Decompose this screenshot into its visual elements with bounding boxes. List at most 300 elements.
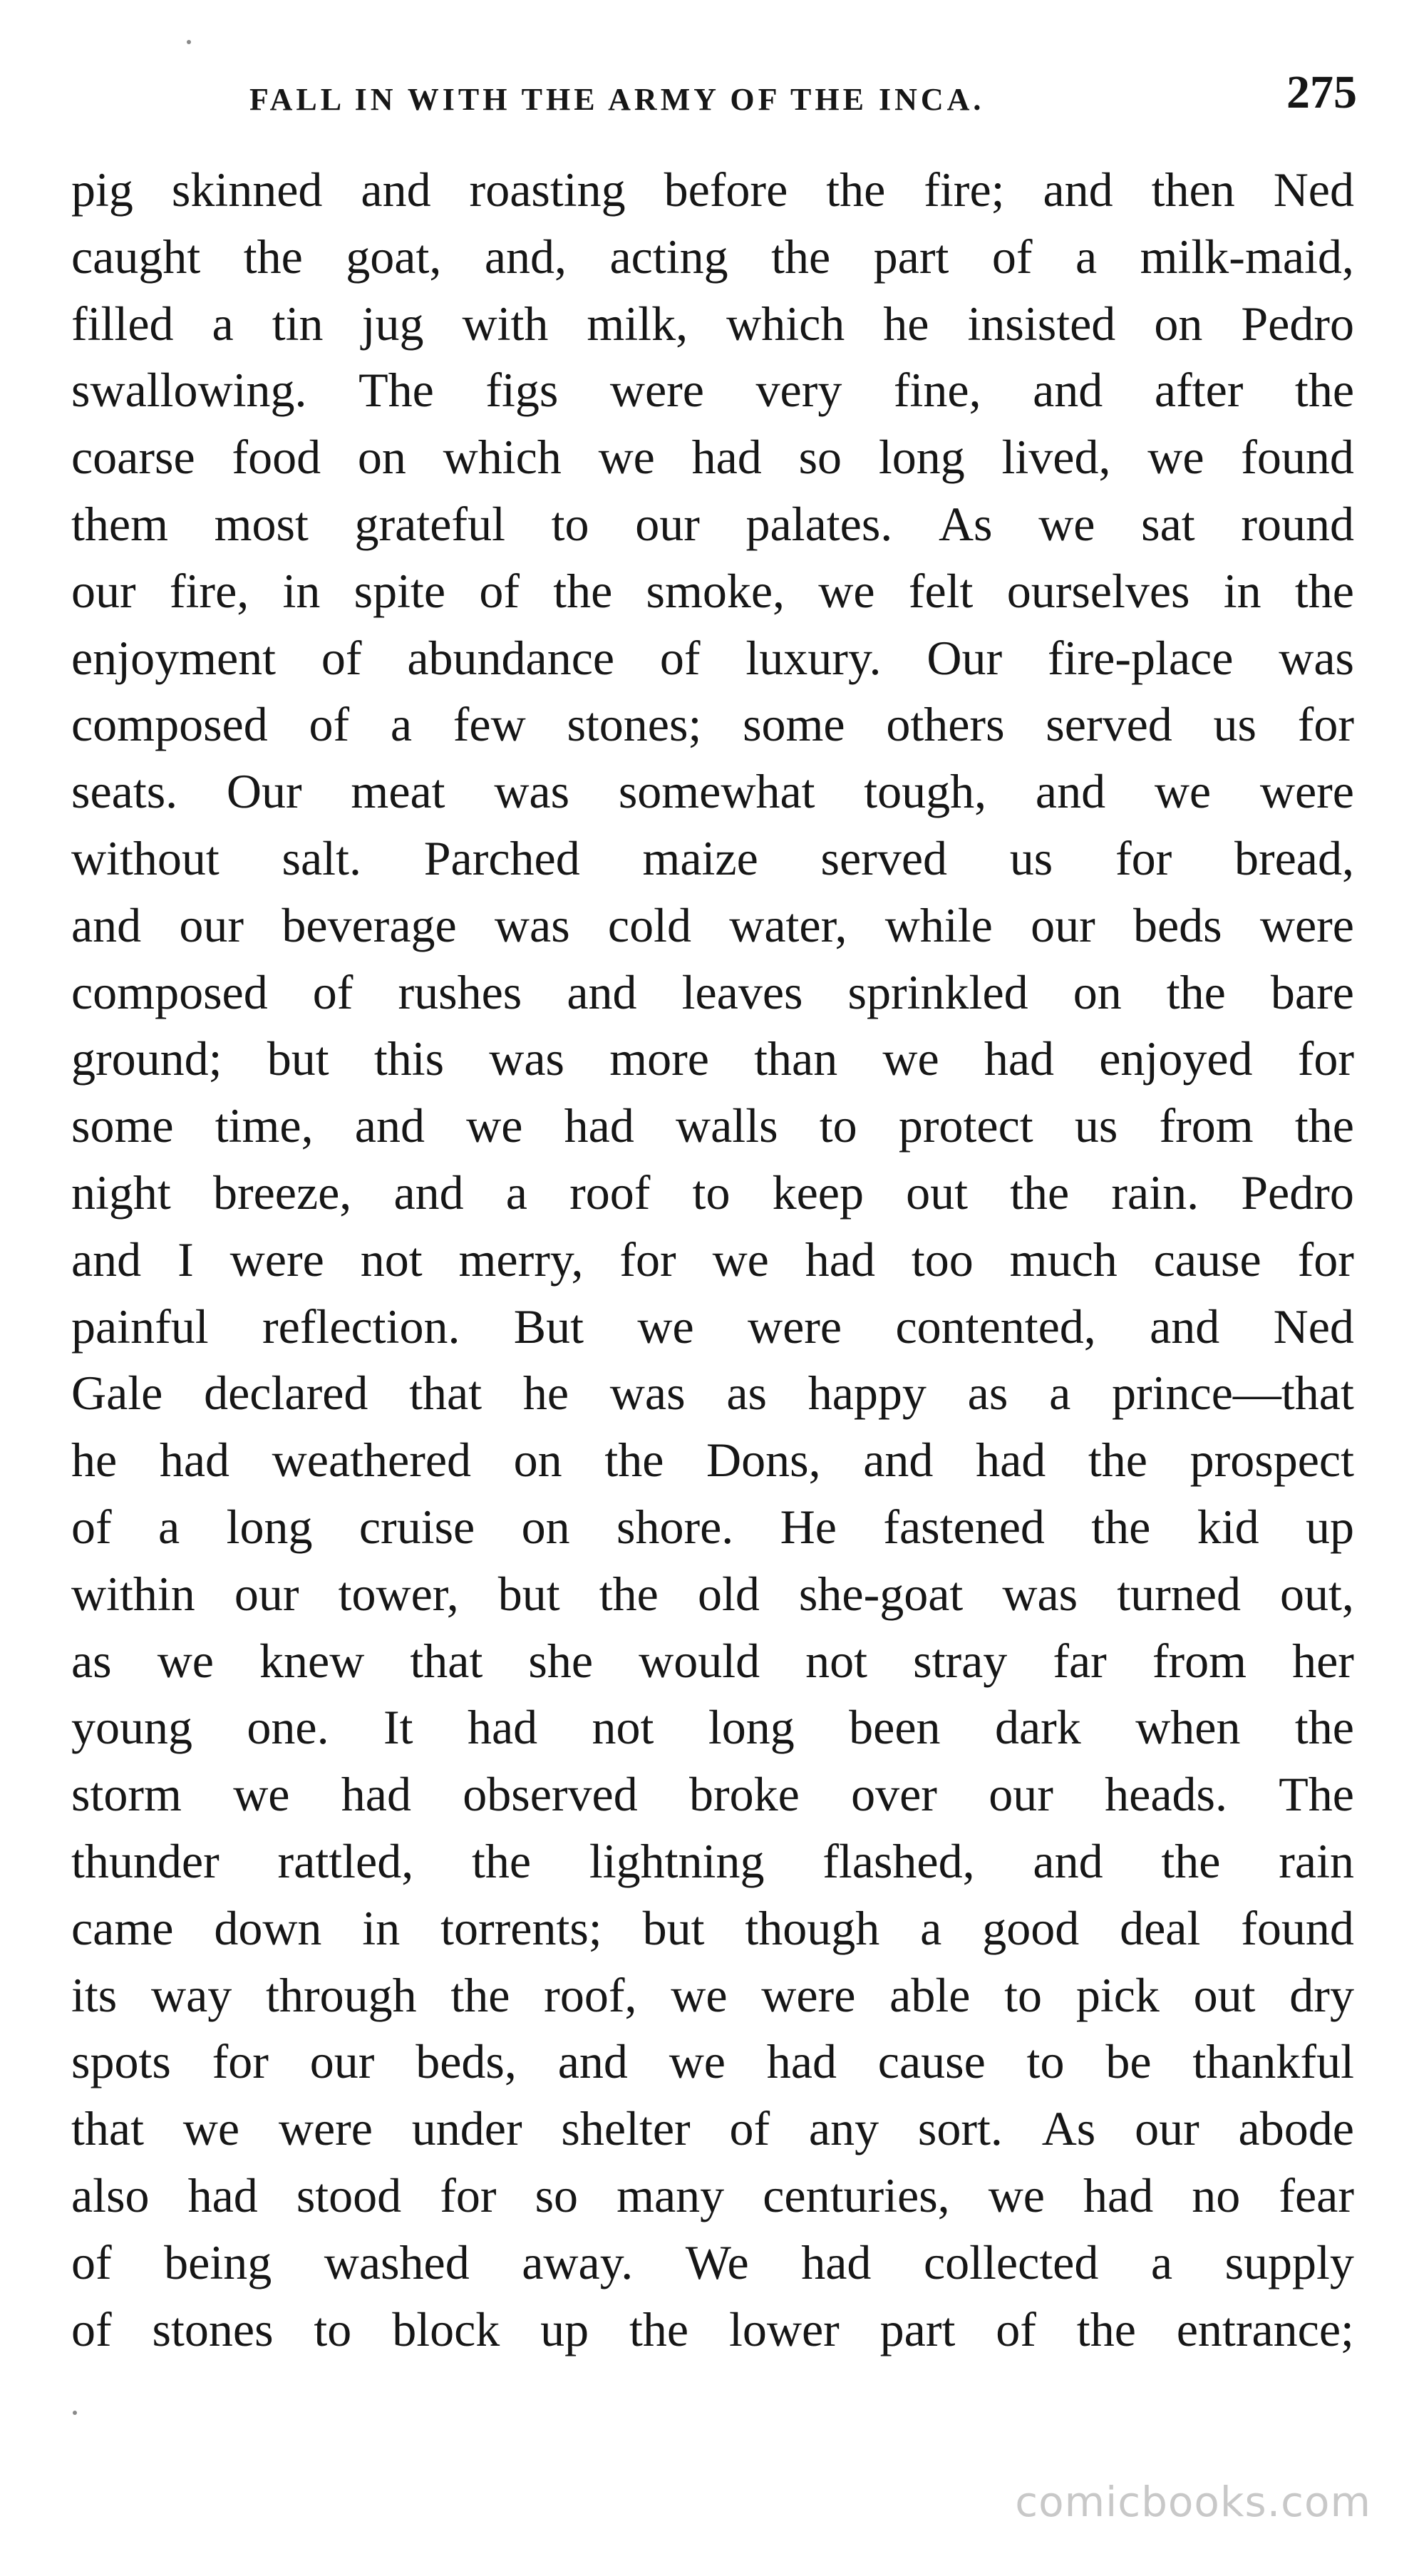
word: had — [159, 1433, 230, 1488]
text-line — [71, 357, 1354, 424]
word: served — [820, 830, 948, 885]
word: observed — [463, 1767, 638, 1822]
word: meat — [351, 764, 445, 819]
word: for — [1297, 1031, 1354, 1086]
word: were — [1259, 897, 1354, 952]
word: away. — [522, 2235, 634, 2289]
word: and — [863, 1433, 934, 1488]
word: sprinkled — [847, 964, 1028, 1019]
word: walls — [676, 1098, 778, 1153]
word: was — [1279, 630, 1354, 685]
word: supply — [1224, 2235, 1354, 2289]
word: fire; — [924, 163, 1005, 217]
word: not — [360, 1232, 423, 1287]
word: kid — [1197, 1499, 1259, 1554]
word: dark — [994, 1700, 1081, 1755]
word: long — [226, 1499, 313, 1554]
word: of — [996, 2302, 1036, 2356]
word: we — [598, 430, 655, 485]
word: after — [1154, 363, 1244, 418]
word: under — [411, 2101, 522, 2156]
word: The — [1279, 1767, 1354, 1822]
text-line — [71, 1628, 1354, 1695]
word: filled — [71, 296, 174, 351]
word: being — [164, 2235, 272, 2289]
word: old — [697, 1566, 760, 1621]
text-line — [71, 1093, 1354, 1160]
word: pick — [1075, 1967, 1160, 2022]
word: more — [609, 1031, 709, 1086]
word: Ned — [1273, 163, 1354, 217]
word: Pedro — [1241, 296, 1354, 351]
word: prince—that — [1112, 1366, 1354, 1421]
word: the — [599, 1566, 659, 1621]
word: lightning — [589, 1833, 765, 1888]
word: cause — [1153, 1232, 1261, 1287]
word: our — [1031, 897, 1095, 952]
word: our — [179, 897, 244, 952]
word: very — [755, 363, 842, 418]
word: fire-place — [1047, 630, 1234, 685]
word: keep — [772, 1165, 864, 1220]
word: and — [1035, 764, 1106, 819]
word: than — [754, 1031, 838, 1086]
word: a — [212, 296, 234, 351]
word: grateful — [354, 496, 505, 551]
word: to — [819, 1098, 857, 1153]
word: stood — [296, 2168, 402, 2222]
word: the — [1161, 1833, 1221, 1888]
word: this — [373, 1031, 445, 1086]
word: so — [535, 2168, 579, 2222]
word: turned — [1117, 1566, 1241, 1621]
word: knew — [259, 1633, 365, 1688]
word: also — [71, 2168, 150, 2222]
text-line — [71, 1494, 1354, 1561]
word: caught — [71, 229, 201, 284]
word: too — [911, 1232, 974, 1287]
word: few — [453, 697, 526, 752]
word: rushes — [398, 964, 522, 1019]
word: over — [851, 1767, 937, 1822]
word: coarse — [71, 430, 195, 485]
word: to — [692, 1165, 731, 1220]
word: were — [278, 2101, 373, 2156]
word: had — [976, 1433, 1046, 1488]
word: down — [214, 1900, 322, 1955]
word: of — [479, 563, 520, 618]
word: food — [232, 430, 321, 485]
word: the — [1294, 563, 1354, 618]
word: had — [564, 1098, 634, 1153]
ink-speck — [187, 40, 191, 44]
word: that — [410, 1633, 483, 1688]
word: for — [1115, 830, 1172, 885]
word: luxury. — [745, 630, 882, 685]
word: the — [1076, 2302, 1136, 2356]
word: abundance — [407, 630, 615, 685]
text-line — [71, 892, 1354, 959]
word: had — [467, 1700, 538, 1755]
word: found — [1241, 430, 1354, 485]
word: her — [1292, 1633, 1354, 1688]
word: way — [151, 1967, 232, 2022]
word: then — [1151, 163, 1235, 217]
word: and — [557, 2034, 628, 2089]
word: good — [982, 1900, 1080, 1955]
text-line — [71, 1828, 1354, 1895]
text-line — [71, 959, 1354, 1026]
word: through — [266, 1967, 417, 2022]
word: most — [214, 496, 309, 551]
word: for — [1297, 697, 1354, 752]
page-number: 275 — [1286, 66, 1357, 118]
text-line — [71, 424, 1354, 491]
word: was — [494, 764, 570, 819]
word: Gale — [71, 1366, 163, 1421]
word: But — [513, 1299, 584, 1354]
text-line — [71, 291, 1354, 358]
text-line — [71, 1561, 1354, 1628]
word: of — [312, 964, 354, 1019]
word: which — [443, 430, 562, 485]
word: we — [882, 1031, 939, 1086]
word: fear — [1279, 2168, 1354, 2222]
word: on — [1154, 296, 1203, 351]
word: were — [609, 363, 704, 418]
text-line — [71, 491, 1354, 558]
word: and — [567, 964, 637, 1019]
word: It — [383, 1700, 413, 1755]
word: bread, — [1234, 830, 1354, 885]
text-line — [71, 2029, 1354, 2096]
word: was — [494, 897, 570, 952]
word: of — [309, 697, 350, 752]
word: been — [849, 1700, 941, 1755]
word: protect — [898, 1098, 1033, 1153]
word: not — [805, 1633, 868, 1688]
word: time, — [215, 1098, 314, 1153]
word: much — [1009, 1232, 1118, 1287]
word: stones — [152, 2302, 274, 2356]
word: our — [1135, 2101, 1199, 2156]
word: of — [71, 2302, 112, 2356]
word: the — [1294, 363, 1354, 418]
word: of — [729, 2101, 770, 2156]
word: insisted — [967, 296, 1116, 351]
word: night — [71, 1165, 171, 1220]
word: part — [879, 2302, 956, 2356]
word: we — [233, 1767, 290, 1822]
word: would — [639, 1633, 760, 1688]
word: found — [1241, 1900, 1354, 1955]
word: I — [177, 1232, 194, 1287]
word: entrance; — [1176, 2302, 1354, 2356]
word: of — [991, 229, 1033, 284]
word: before — [664, 163, 788, 217]
word: had — [805, 1232, 875, 1287]
word: He — [780, 1499, 837, 1554]
word: on — [513, 1433, 562, 1488]
word: was — [609, 1366, 686, 1421]
word: composed — [71, 964, 268, 1019]
running-head: FALL IN WITH THE ARMY OF THE INCA. — [249, 82, 985, 117]
text-line — [71, 1962, 1354, 2029]
word: had — [341, 1767, 411, 1822]
word: fire, — [169, 563, 249, 618]
word: block — [392, 2302, 500, 2356]
word: swallowing. — [71, 363, 307, 418]
word: maize — [642, 830, 758, 885]
word: thankful — [1192, 2034, 1354, 2089]
word: lived, — [1001, 430, 1111, 485]
word: without — [71, 830, 220, 885]
word: rattled, — [277, 1833, 414, 1888]
word: stray — [913, 1633, 1008, 1688]
word: declared — [204, 1366, 368, 1421]
word: prospect — [1189, 1433, 1354, 1488]
word: had — [691, 430, 762, 485]
text-line — [71, 691, 1354, 758]
word: part — [873, 229, 949, 284]
word: Pedro — [1241, 1165, 1354, 1220]
word: tin — [272, 296, 324, 351]
word: As — [938, 496, 993, 551]
word: us — [1074, 1098, 1118, 1153]
word: many — [616, 2168, 725, 2222]
word: reflection. — [262, 1299, 460, 1354]
word: up — [540, 2302, 589, 2356]
word: for — [619, 1232, 676, 1287]
word: as — [71, 1633, 112, 1688]
word: we — [1154, 764, 1212, 819]
word: the — [1294, 1700, 1354, 1755]
text-line — [71, 2163, 1354, 2230]
word: the — [450, 1967, 510, 2022]
text-line — [71, 1360, 1354, 1427]
word: Our — [226, 764, 302, 819]
word: Dons, — [706, 1433, 821, 1488]
word: on — [357, 430, 406, 485]
word: bare — [1270, 964, 1354, 1019]
word: us — [1009, 830, 1053, 885]
word: which — [726, 296, 845, 351]
word: contented, — [895, 1299, 1096, 1354]
word: our — [309, 2034, 375, 2089]
word: fine, — [893, 363, 981, 418]
word: figs — [485, 363, 559, 418]
word: roasting — [469, 163, 626, 217]
word: within — [71, 1566, 195, 1621]
word: we — [466, 1098, 523, 1153]
word: came — [71, 1900, 174, 1955]
word: had — [1083, 2168, 1154, 2222]
word: were — [1259, 764, 1354, 819]
word: a — [390, 697, 413, 752]
word: breeze, — [212, 1165, 352, 1220]
word: weathered — [272, 1433, 472, 1488]
text-line — [71, 825, 1354, 892]
word: from — [1152, 1633, 1247, 1688]
word: We — [685, 2235, 749, 2289]
word: and — [354, 1098, 425, 1153]
page-header — [71, 66, 1357, 130]
text-line — [71, 1026, 1354, 1093]
word: our — [71, 563, 136, 618]
word: out, — [1280, 1566, 1354, 1621]
word: As — [1041, 2101, 1096, 2156]
word: for — [212, 2034, 269, 2089]
word: shelter — [561, 2101, 691, 2156]
word: the — [1294, 1098, 1354, 1153]
word: enjoyment — [71, 630, 277, 685]
word: leaves — [681, 964, 803, 1019]
word: merry, — [458, 1232, 584, 1287]
word: smoke, — [646, 563, 785, 618]
word: we — [182, 2101, 240, 2156]
word: seats. — [71, 764, 178, 819]
word: far — [1053, 1633, 1107, 1688]
word: a — [1049, 1366, 1071, 1421]
word: round — [1241, 496, 1354, 551]
word: but — [497, 1566, 560, 1621]
word: we — [157, 1633, 214, 1688]
word: he — [883, 296, 929, 351]
word: to — [1004, 1967, 1043, 2022]
word: the — [771, 229, 831, 284]
word: of — [659, 630, 701, 685]
word: the — [1010, 1165, 1070, 1220]
word: palates. — [745, 496, 893, 551]
word: able — [889, 1967, 971, 2022]
word: skinned — [171, 163, 323, 217]
word: beds — [1132, 897, 1222, 952]
word: abode — [1238, 2101, 1354, 2156]
word: we — [818, 563, 875, 618]
word: our — [989, 1767, 1053, 1822]
word: had — [801, 2235, 872, 2289]
text-line — [71, 2297, 1354, 2364]
word: Parched — [423, 830, 580, 885]
word: had — [766, 2034, 837, 2089]
word: was — [1002, 1566, 1078, 1621]
word: we — [988, 2168, 1045, 2222]
word: had — [984, 1031, 1055, 1086]
word: we — [1038, 496, 1095, 551]
word: torrents; — [440, 1900, 602, 1955]
word: and — [71, 1232, 142, 1287]
word: Ned — [1273, 1299, 1354, 1354]
body-text — [71, 157, 1354, 2363]
word: washed — [324, 2235, 470, 2289]
text-line — [71, 1227, 1354, 1294]
word: not — [592, 1700, 654, 1755]
word: the — [472, 1833, 532, 1888]
text-line — [71, 558, 1354, 625]
word: ground; — [71, 1031, 222, 1086]
word: centuries, — [763, 2168, 950, 2222]
word: roof, — [544, 1967, 637, 2022]
word: sort. — [917, 2101, 1003, 2156]
word: The — [358, 363, 434, 418]
word: rain — [1279, 1833, 1354, 1888]
word: any — [808, 2101, 879, 2156]
word: fastened — [883, 1499, 1045, 1554]
word: some — [743, 697, 845, 752]
text-line — [71, 1160, 1354, 1227]
word: the — [629, 2302, 689, 2356]
word: goat, — [346, 229, 442, 284]
word: a — [158, 1499, 180, 1554]
word: jug — [361, 296, 424, 351]
ink-speck — [73, 2411, 77, 2415]
word: our — [234, 1566, 299, 1621]
word: the — [604, 1433, 664, 1488]
word: but — [642, 1900, 705, 1955]
word: out — [1193, 1967, 1256, 2022]
word: was — [489, 1031, 565, 1086]
word: milk-maid, — [1140, 229, 1354, 284]
word: young — [71, 1700, 192, 1755]
word: happy — [807, 1366, 927, 1421]
word: as — [967, 1366, 1008, 1421]
word: storm — [71, 1767, 182, 1822]
word: the — [553, 563, 613, 618]
word: no — [1192, 2168, 1241, 2222]
word: them — [71, 496, 168, 551]
word: the — [1091, 1499, 1151, 1554]
word: he — [71, 1433, 118, 1488]
word: and — [1043, 163, 1113, 217]
text-line — [71, 1427, 1354, 1494]
watermark: comicbooks.com — [1015, 2478, 1371, 2526]
word: composed — [71, 697, 268, 752]
word: we — [712, 1232, 769, 1287]
word: in — [1223, 563, 1261, 618]
word: on — [521, 1499, 570, 1554]
word: in — [362, 1900, 401, 1955]
word: a — [505, 1165, 527, 1220]
word: the — [243, 229, 303, 284]
word: pig — [71, 163, 133, 217]
text-line — [71, 2230, 1354, 2297]
word: he — [522, 1366, 569, 1421]
text-line — [71, 224, 1354, 291]
word: beverage — [282, 897, 457, 952]
word: heads. — [1105, 1767, 1227, 1822]
word: cruise — [358, 1499, 475, 1554]
text-line — [71, 1294, 1354, 1361]
word: to — [1026, 2034, 1065, 2089]
word: painful — [71, 1299, 209, 1354]
word: were — [761, 1967, 856, 2022]
word: that — [409, 1366, 482, 1421]
word: to — [551, 496, 589, 551]
word: flashed, — [822, 1833, 975, 1888]
text-line — [71, 2096, 1354, 2163]
text-line — [71, 1761, 1354, 1828]
word: be — [1105, 2034, 1152, 2089]
word: our — [635, 496, 700, 551]
word: ourselves — [1006, 563, 1190, 618]
word: broke — [689, 1767, 800, 1822]
word: dry — [1289, 1967, 1354, 2022]
word: sat — [1141, 496, 1195, 551]
word: to — [314, 2302, 352, 2356]
word: when — [1135, 1700, 1241, 1755]
word: a — [1075, 229, 1098, 284]
word: acting — [609, 229, 728, 284]
